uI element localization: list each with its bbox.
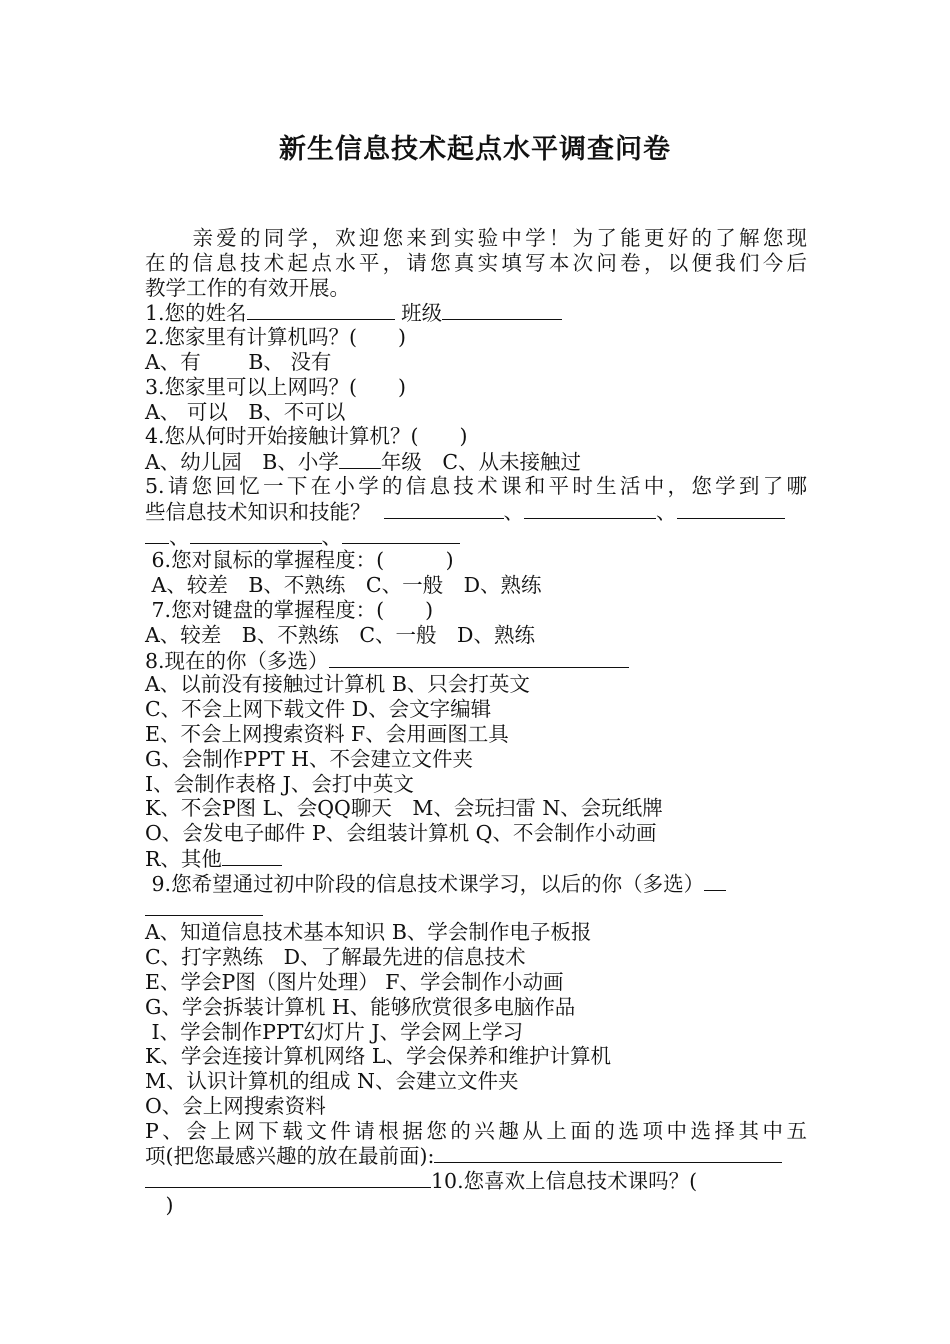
q8-prompt: 8.现在的你（多选） (145, 648, 329, 673)
q5-prompt: 些信息技术知识和技能？ (145, 499, 371, 524)
question-4: 4.您从何时开始接触计算机？( ) (145, 424, 468, 449)
question-5-line-2 (145, 499, 807, 524)
q9-option-line: G、学会拆装计算机 H、能够欣赏很多电脑作品 (145, 994, 576, 1019)
question-8 (145, 648, 807, 673)
intro-paragraph (145, 226, 807, 251)
class-label: 班级 (401, 301, 443, 326)
q8-option-line: C、不会上网下载文件 D、会文字编辑 (145, 697, 492, 722)
question-10 (145, 1168, 807, 1193)
question-1 (145, 300, 807, 325)
q9-option-line: E、学会P图（图片处理） F、学会制作小动画 (145, 969, 564, 994)
q9-instruction-line (145, 1143, 807, 1168)
question-3: 3.您家里可以上网吗？( ) (145, 374, 407, 399)
question-7-options: A、较差 B、不熟练 C、一般 D、熟练 (145, 622, 535, 647)
q8-other-blank[interactable] (222, 846, 282, 866)
grade-blank[interactable] (339, 449, 381, 469)
q9-answer-blank[interactable] (704, 871, 726, 891)
question-2: 2.您家里有计算机吗？( ) (145, 325, 407, 350)
intro-line-1: 亲爱的同学，欢迎您来到实验中学！为了能更好的了解您现 (192, 226, 808, 250)
class-blank[interactable] (442, 300, 562, 320)
skill-blank-1[interactable] (384, 499, 504, 519)
q8-option-line: G、会制作PPT H、不会建立文件夹 (145, 746, 474, 771)
question-3-options: A、 可以 B、不可以 (145, 399, 346, 424)
q9-option-line: M、认识计算机的组成 N、会建立文件夹 (145, 1069, 519, 1094)
q8-option-line: A、以前没有接触过计算机 B、只会打英文 (145, 672, 530, 697)
q9-option-line: O、会上网搜索资料 (145, 1093, 326, 1118)
questionnaire-body (145, 226, 807, 1218)
q8-other-label: R、其他 (145, 846, 222, 871)
q9-answer-blank-cont[interactable] (145, 896, 263, 916)
q9-top5-blank[interactable] (434, 1143, 782, 1163)
q5-sep-1: 、 (503, 499, 525, 524)
q9-option-line: I、学会制作PPT幻灯片 J、学会网上学习 (145, 1019, 524, 1044)
q9-option-line: K、学会连接计算机网络 L、学会保养和维护计算机 (145, 1044, 611, 1069)
q10-prompt: 10.您喜欢上信息技术课吗？( (431, 1169, 698, 1194)
q9-option-line: A、知道信息技术基本知识 B、学会制作电子板报 (145, 920, 592, 945)
q9-prompt: 9.您希望通过初中阶段的信息技术课学习，以后的你（多选） (145, 871, 705, 896)
skill-blank-5[interactable] (342, 524, 460, 544)
q8-other-line (145, 846, 807, 871)
q8-option-line: I、会制作表格 J、会打中英文 (145, 771, 414, 796)
q8-option-line: E、不会上网搜索资料 F、会用画图工具 (145, 721, 509, 746)
q8-option-line: O、会发电子邮件 P、会组装计算机 Q、不会制作小动画 (145, 821, 657, 846)
intro-indent (145, 226, 193, 250)
q10-close-line: ) (145, 1193, 174, 1218)
skill-blank-3-cont[interactable] (145, 524, 169, 544)
name-blank[interactable] (247, 300, 395, 320)
intro-line-2: 在的信息技术起点水平，请您真实填写本次问卷，以便我们今后 (145, 250, 807, 275)
page-title: 新生信息技术起点水平调查问卷 (279, 134, 671, 165)
question-4-options (145, 449, 807, 474)
question-5-line-3 (145, 524, 807, 549)
q9-answer-blank-cont-line (145, 896, 807, 921)
q5-sep-4: 、 (321, 524, 342, 549)
question-9 (145, 871, 807, 896)
q9-option-line: C、打字熟练 D、了解最先进的信息技术 (145, 945, 526, 970)
q8-option-line: K、不会P图 L、会QQ聊天 M、会玩扫雷 N、会玩纸牌 (145, 796, 663, 821)
question-5: 5.请您回忆一下在小学的信息技术课和平时生活中，您学到了哪 (145, 473, 807, 498)
q9-instruction: 项(把您最感兴趣的放在最前面): (145, 1144, 435, 1169)
skill-blank-4[interactable] (190, 524, 322, 544)
question-2-options: A、有 B、 没有 (145, 349, 332, 374)
name-label: 1.您的姓名 (145, 301, 247, 326)
skill-blank-3[interactable] (677, 499, 785, 519)
q5-sep-2: 、 (656, 499, 677, 524)
question-6-options: A、较差 B、不熟练 C、一般 D、熟练 (145, 573, 542, 598)
q9-option-p: P、会上网下载文件请根据您的兴趣从上面的选项中选择其中五 (145, 1118, 807, 1143)
skill-blank-2[interactable] (524, 499, 656, 519)
question-6: 6.您对鼠标的掌握程度：( ) (145, 548, 454, 573)
intro-line-3: 教学工作的有效开展。 (145, 275, 350, 300)
question-7: 7.您对键盘的掌握程度：( ) (145, 597, 434, 622)
q9-top5-blank-cont[interactable] (145, 1168, 431, 1188)
q4-option-a: A、幼儿园 B、小学 (145, 450, 339, 475)
q5-sep-3: 、 (169, 524, 190, 549)
q4-option-b: 年级 C、从未接触过 (380, 450, 582, 475)
q8-answer-blank[interactable] (329, 648, 629, 668)
